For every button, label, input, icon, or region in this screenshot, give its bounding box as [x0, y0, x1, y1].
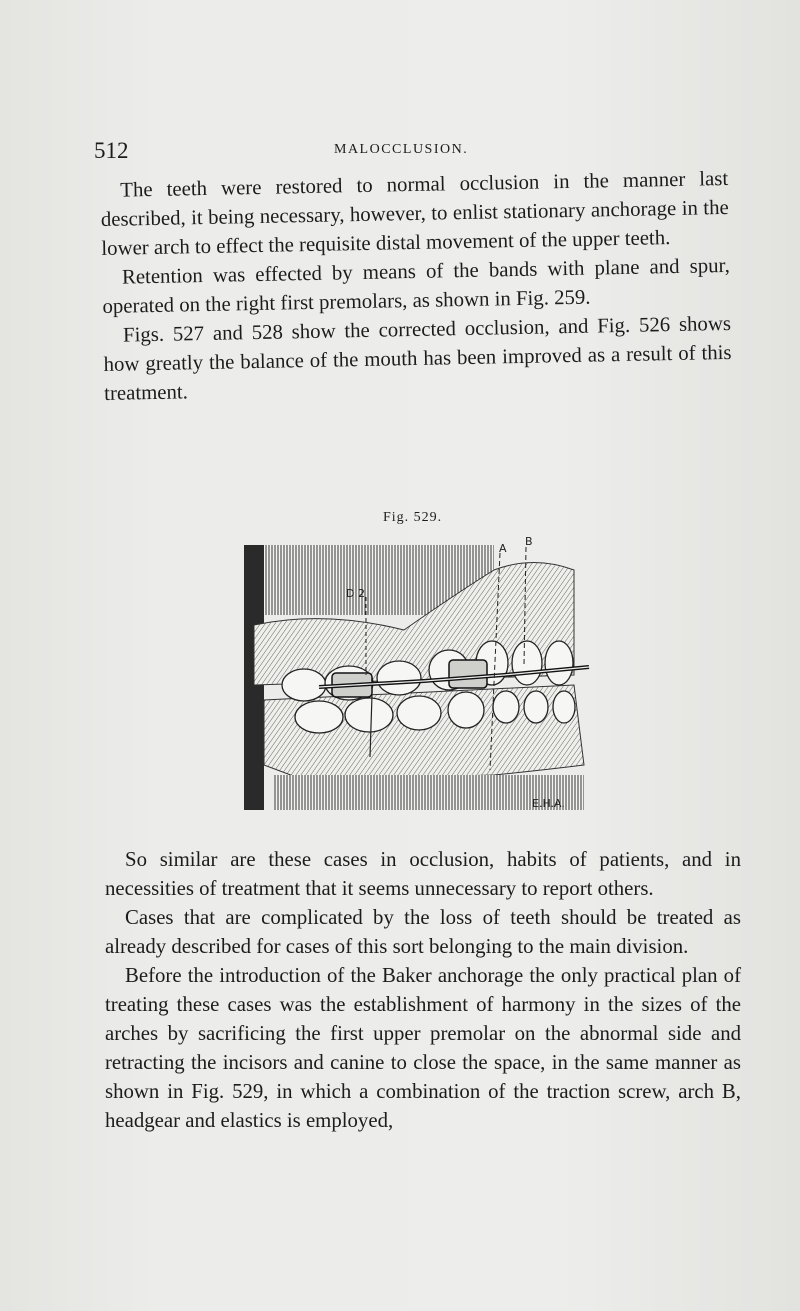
paragraph: The teeth were restored to normal occlusion in the manner last described, it being necessary, however, to enlist stationary anchorage in the lower arch to effect the requisite distal movement of the upper teeth.: [100, 166, 729, 260]
paragraph: So similar are these cases in occlusion, habits of patients, and in necessities of treatment that it seems unnecessary to report others.: [105, 848, 741, 900]
running-head: MALOCCLUSION.: [334, 142, 469, 157]
page-header: [94, 138, 724, 166]
page-number: 512: [94, 138, 129, 163]
label-b: B: [525, 535, 533, 548]
dental-model-drawing: [244, 535, 594, 810]
text-block-bottom: [105, 845, 741, 1135]
paragraph: Before the introduction of the Baker anchorage the only practical plan of treating these cases was the establishment of harmony in the sizes of the arches by sacrificing the first upper premolar on the abnormal side and retracting the incisors and canine to close the space, in the same manner as shown in Fig. 529, in which a combination of the traction screw, arch B, headgear and elastics is employed,: [105, 964, 741, 1132]
paragraph: Retention was effected by means of the bands with plane and spur, operated on the right first premolars, as shown in Fig. 259.: [102, 253, 731, 318]
paragraph: Cases that are complicated by the loss of teeth should be treated as already described for cases of this sort belonging to the main division.: [105, 906, 741, 958]
figure-caption: Fig. 529.: [383, 510, 443, 525]
text-block-top: [100, 164, 732, 408]
dental-illustration: [244, 535, 594, 810]
label-d2: D 2: [346, 587, 365, 600]
paragraph: Figs. 527 and 528 show the corrected occlusion, and Fig. 526 shows how greatly the balance of the mouth has been improved as a result of this treatment.: [103, 311, 732, 405]
label-a: A: [499, 542, 507, 555]
artist-signature: E.H.A.: [532, 797, 565, 810]
